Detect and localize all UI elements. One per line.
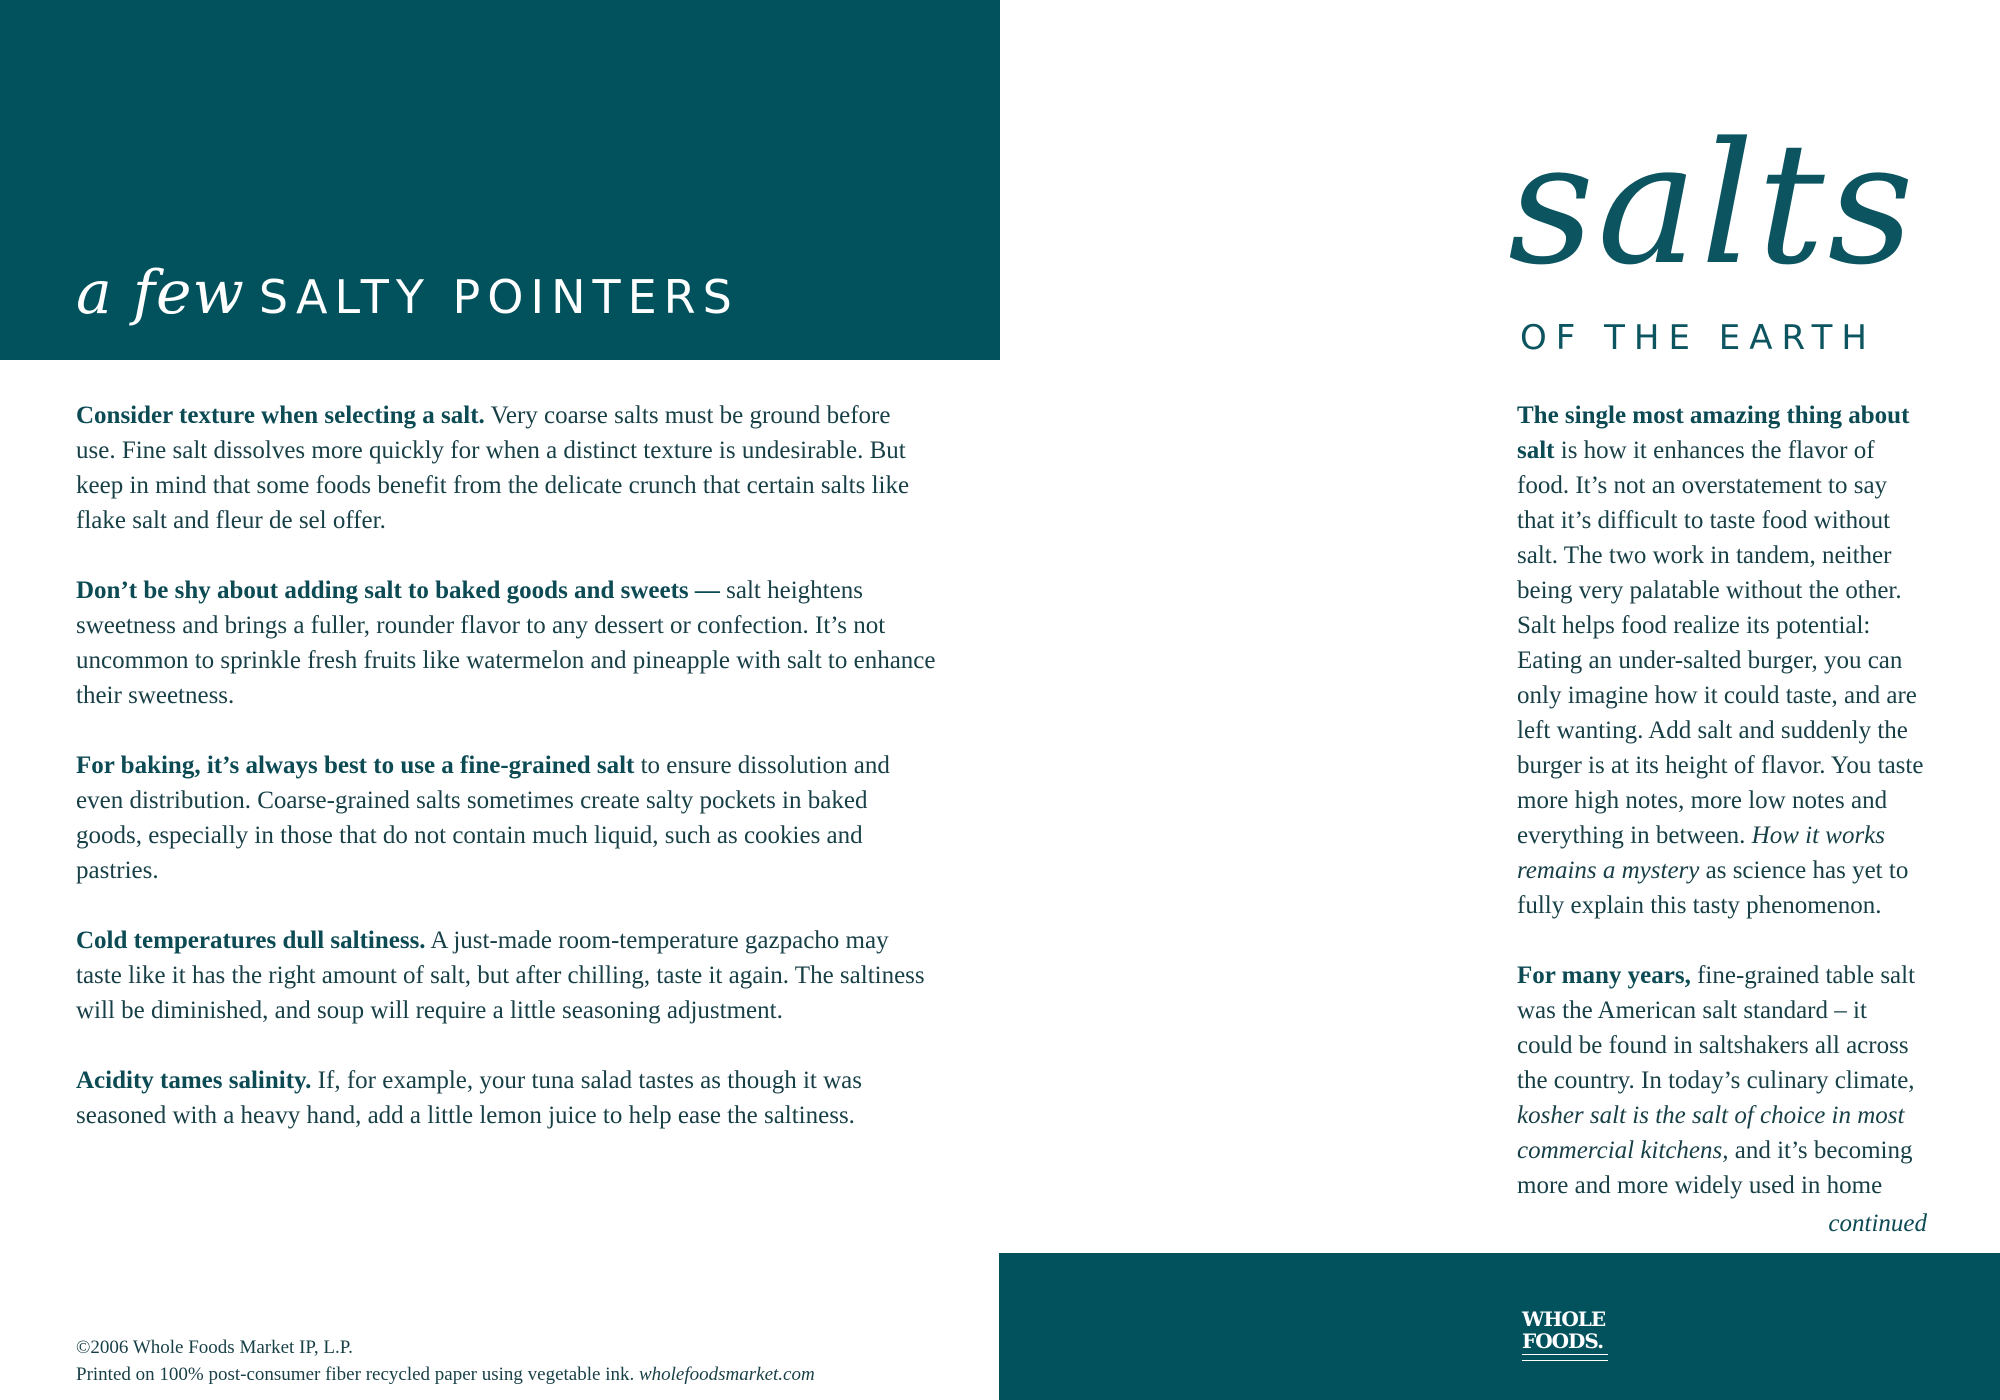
tip-lead: Acidity tames salinity. [76,1067,312,1094]
intro-body-2: fine-grained table salt was the American salt standard – it could be found in saltshakers all across the country. In today’s culinary climate, [1517,962,1916,1094]
salty-pointers-list [76,398,936,1168]
tip-lead: Consider texture when selecting a salt. [76,402,485,429]
headline-caps: SALTY POINTERS [258,270,739,324]
intro-italic-2: kosher salt is the salt of choice in most commercial kitchens, [1517,1102,1905,1164]
section-headline [76,258,739,328]
continued-label: continued [1828,1210,1927,1237]
headline-script: a few [76,258,245,328]
tip-body: If, for example, your tuna salad tastes as though it was seasoned with a heavy hand, add a little lemon juice to help ease the saltiness. [76,1067,862,1129]
intro-lead-2: For many years, [1517,962,1691,989]
intro-lead-1: The single most amazing thing about salt [1517,402,1910,464]
intro-paragraph-1 [1517,398,1927,923]
tip-acidity [76,1063,936,1133]
brochure-subtitle: OF THE EARTH [1520,318,1876,358]
tip-cold [76,923,936,1028]
copyright: ©2006 Whole Foods Market IP, L.P. [76,1337,353,1358]
tip-lead: Don’t be shy about adding salt to baked goods and sweets — [76,577,720,604]
logo-line-2: FOODS. [1522,1329,1604,1353]
tip-body: Very coarse salts must be ground before use. Fine salt dissolves more quickly for when a distinct texture is undesirable. But keep in mind that some foods benefit from the delicate crunch that certain salts like flake salt and fleur de sel offer. [76,402,910,534]
salts-intro [1517,398,1927,1238]
tip-texture [76,398,936,538]
tip-baking [76,748,936,888]
intro-paragraph-2 [1517,958,1927,1203]
tip-lead: For baking, it’s always best to use a fine-grained salt [76,752,635,779]
whole-foods-logo [1522,1308,1618,1361]
footer [76,1334,815,1388]
logo-line-1: WHOLE [1522,1307,1606,1331]
intro-tail-1: as science has yet to fully explain this tasty phenomenon. [1517,857,1909,919]
tip-lead: Cold temperatures dull saltiness. [76,927,426,954]
intro-tail-2: and it’s becoming more and more widely used in home [1517,1137,1913,1199]
bottom-banner [999,1253,2000,1400]
website-link[interactable]: wholefoodsmarket.com [638,1364,815,1385]
intro-body-1: is how it enhances the flavor of food. It’s not an overstatement to say that it’s difficult to taste food without salt. The two work in tandem, neither being very palatable without the other. Salt helps food realize its potential: Eating an under-salted burger, you can only imagine how it could taste, and are left wanting. Add salt and suddenly the burger is at its height of flavor. You taste more high notes, more low notes and everything in between. [1517,437,1924,849]
logo-rule [1522,1354,1608,1361]
brochure-title: salts [1508,106,1917,302]
print-note-text: Printed on 100% post-consumer fiber recycled paper using vegetable ink. [76,1364,639,1385]
print-note [76,1361,815,1388]
tip-baked-goods [76,573,936,713]
tip-body: salt heightens sweetness and brings a fuller, rounder flavor to any dessert or confection. It’s not uncommon to sprinkle fresh fruits like watermelon and pineapple with salt to enhance their sweetness. [76,577,936,709]
tip-body: A just-made room-temperature gazpacho may taste like it has the right amount of salt, but after chilling, taste it again. The saltiness will be diminished, and soup will require a little seasoning adjustment. [76,927,925,1024]
tip-body: to ensure dissolution and even distribution. Coarse-grained salts sometimes create salty pockets in baked goods, especially in those that do not contain much liquid, such as cookies and pastries. [76,752,890,884]
intro-italic-1: How it works remains a mystery [1517,822,1886,884]
